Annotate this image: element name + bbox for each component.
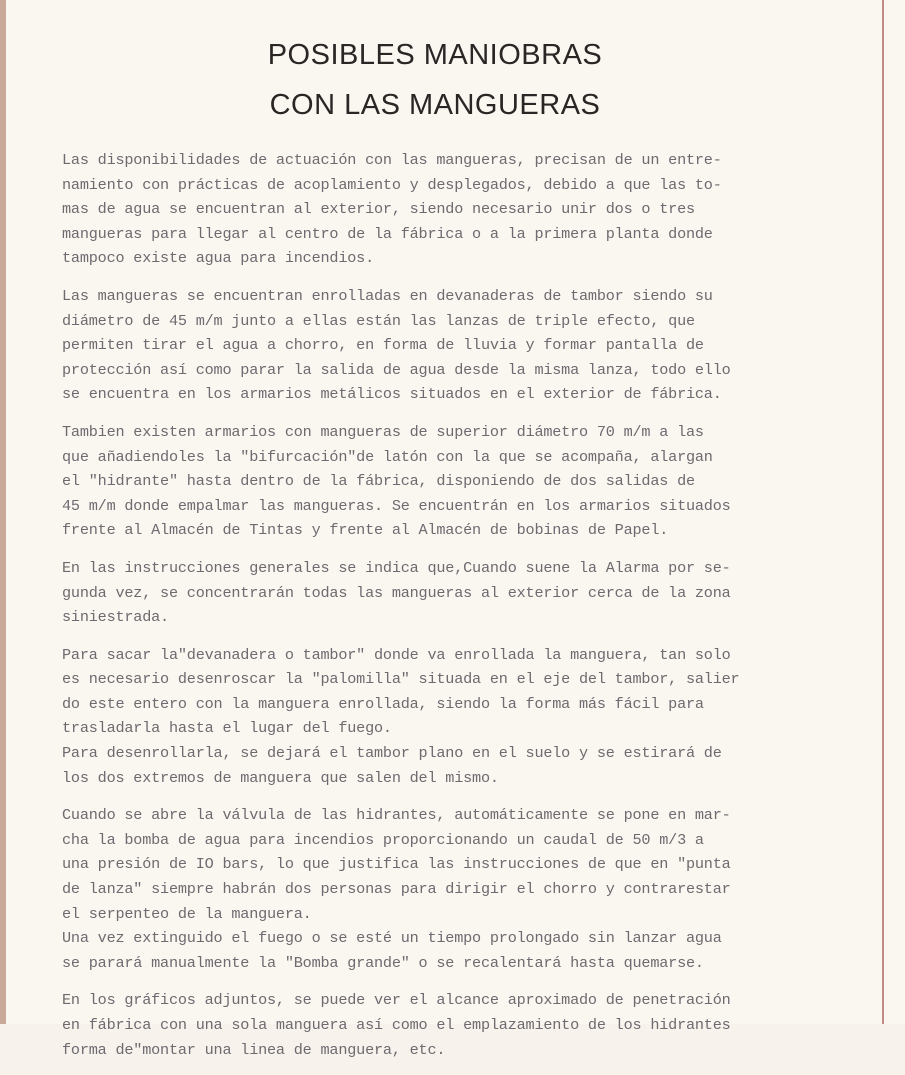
- text-line: Las mangueras se encuentran enrolladas en devanaderas de tambor siendo su: [62, 286, 713, 305]
- text-line: gunda vez, se concentrarán todas las mangueras al exterior cerca de la zona: [62, 583, 731, 602]
- text-line: En los gráficos adjuntos, se puede ver el alcance aproximado de penetración: [62, 991, 731, 1010]
- text-line: Cuando se abre la válvula de las hidrantes, automáticamente se pone en mar-: [62, 806, 731, 825]
- text-line: diámetro de 45 m/m junto a ellas están las lanzas de triple efecto, que: [62, 311, 695, 330]
- text-line: siniestrada.: [62, 608, 169, 627]
- text-line: frente al Almacén de Tintas y frente al Almacén de bobinas de Papel.: [62, 521, 669, 540]
- text-line: Tambien existen armarios con mangueras de superior diámetro 70 m/m a las: [62, 422, 704, 441]
- text-line: do este entero con la manguera enrollada, siendo la forma más fácil para: [62, 694, 704, 713]
- text-line: permiten tirar el agua a chorro, en forma de lluvia y formar pantalla de: [62, 336, 704, 355]
- text-line: se parará manualmente la "Bomba grande" o se recalentará hasta quemarse.: [62, 953, 704, 972]
- text-line: una presión de IO bars, lo que justifica las instrucciones de que en "punta: [62, 855, 731, 874]
- paragraph-4: [62, 556, 852, 630]
- paragraph-2: [62, 284, 852, 407]
- text-line: cha la bomba de agua para incendios proporcionando un caudal de 50 m/3 a: [62, 830, 704, 849]
- paragraph-1: [62, 148, 852, 271]
- text-line: se encuentra en los armarios metálicos situados en el exterior de fábrica.: [62, 385, 722, 404]
- text-line: mas de agua se encuentran al exterior, siendo necesario unir dos o tres: [62, 200, 695, 219]
- paragraph-7: [62, 988, 852, 1062]
- paragraph-5: [62, 643, 852, 791]
- text-line: Para sacar la"devanadera o tambor" donde va enrollada la manguera, tan solo: [62, 645, 731, 664]
- page-right-rule: [882, 0, 884, 1024]
- text-line: el serpenteo de la manguera.: [62, 904, 312, 923]
- paragraph-3: [62, 420, 852, 543]
- text-line: Una vez extinguido el fuego o se esté un tiempo prolongado sin lanzar agua: [62, 929, 722, 948]
- text-line: los dos extremos de manguera que salen del mismo.: [62, 768, 499, 787]
- page-title: [150, 30, 720, 130]
- text-line: En las instrucciones generales se indica que,Cuando suene la Alarma por se-: [62, 558, 731, 577]
- text-line: 45 m/m donde empalmar las mangueras. Se encuentrán en los armarios situados: [62, 496, 731, 515]
- text-line: trasladarla hasta el lugar del fuego.: [62, 719, 392, 738]
- text-line: tampoco existe agua para incendios.: [62, 249, 374, 268]
- text-line: en fábrica con una sola manguera así como el emplazamiento de los hidrantes: [62, 1016, 731, 1034]
- text-line: que añadiendoles la "bifurcación"de latón con la que se acompaña, alargan: [62, 447, 713, 466]
- page-left-edge: [0, 0, 6, 1024]
- text-line: namiento con prácticas de acoplamiento y desplegados, debido a que las to-: [62, 175, 722, 194]
- title-line-1: POSIBLES MANIOBRAS: [267, 39, 603, 71]
- text-line: mangueras para llegar al centro de la fábrica o a la primera planta donde: [62, 224, 713, 243]
- text-line: de lanza" siempre habrán dos personas para dirigir el chorro y contrarestar: [62, 880, 731, 899]
- text-line: el "hidrante" hasta dentro de la fábrica, disponiendo de dos salidas de: [62, 472, 695, 491]
- title-line-2: CON LAS MANGUERAS: [269, 89, 601, 121]
- document-body: [62, 148, 852, 1075]
- text-line: es necesario desenroscar la "palomilla" situada en el eje del tambor, salier: [62, 670, 740, 689]
- text-line: protección así como parar la salida de agua desde la misma lanza, todo ello: [62, 360, 731, 379]
- text-line: Para desenrollarla, se dejará el tambor plano en el suelo y se estirará de: [62, 744, 722, 763]
- paragraph-6: [62, 803, 852, 975]
- text-line: Las disponibilidades de actuación con las mangueras, precisan de un entre-: [62, 151, 722, 169]
- text-line: forma de"montar una linea de manguera, etc.: [62, 1040, 446, 1059]
